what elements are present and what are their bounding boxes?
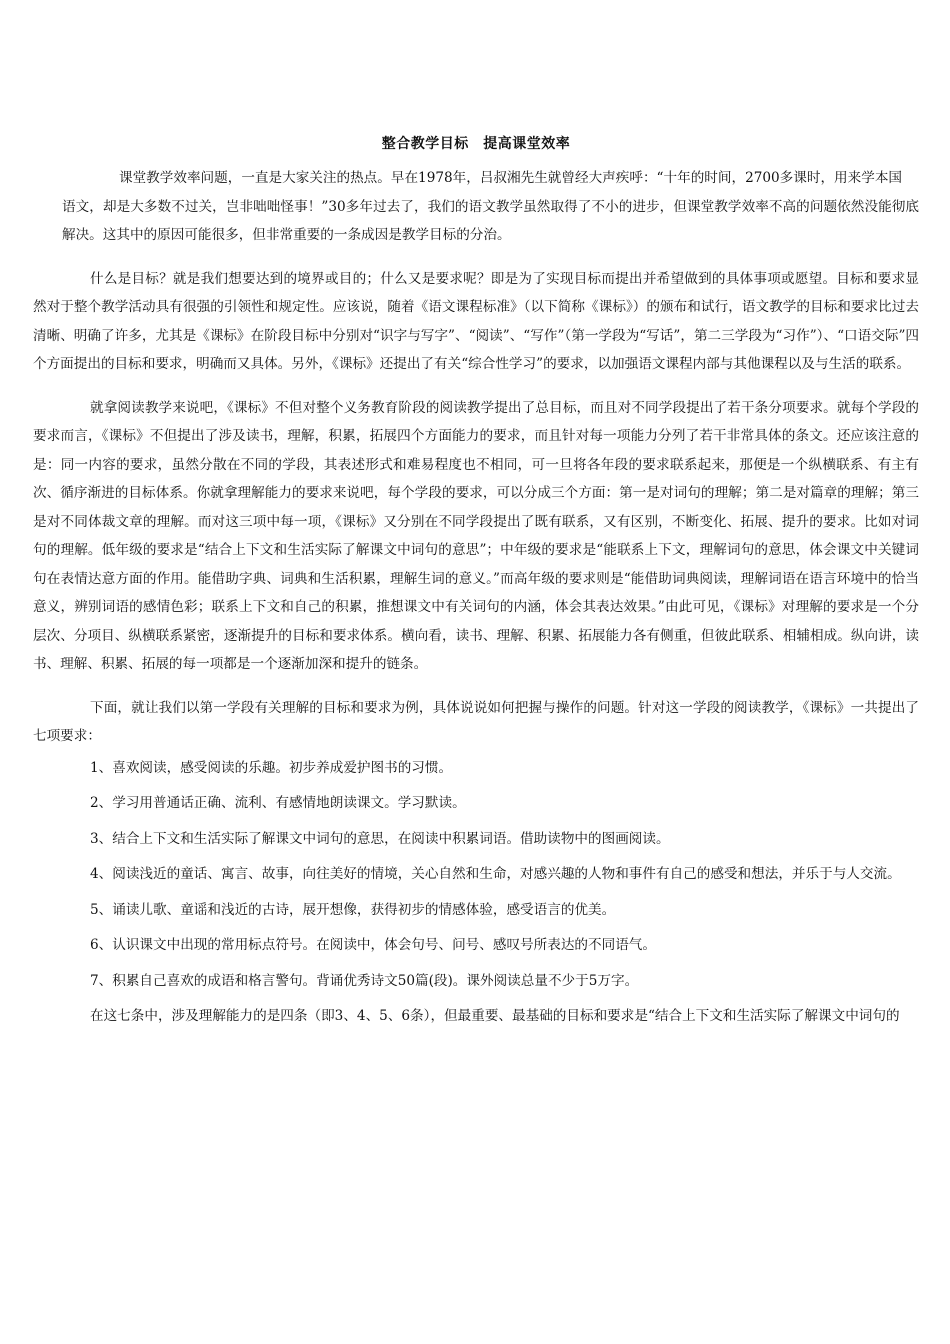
list-item: 4、阅读浅近的童话、寓言、故事，向往美好的情境，关心自然和生命，对感兴趣的人物和事件有自己的感受和想法，并乐于与人交流。	[90, 866, 901, 882]
paragraph-1-rest: 语文，却是大多数不过关，岂非咄咄怪事！”30多年过去了，我们的语文教学虽然取得了不小的进步，但课堂教学效率不高的问题依然没能彻底解决。这其中的原因可能很多，但非常重要的一条成因是教学目标的分治。	[62, 198, 919, 243]
paragraph-gap	[33, 379, 919, 394]
list-item: 5、诵读儿歌、童谣和浅近的古诗，展开想像，获得初步的情感体验，感受语言的优美。	[90, 901, 616, 918]
document-title: 整合教学目标 提高课堂效率	[381, 136, 571, 152]
paragraph-gap	[33, 250, 919, 265]
list-item: 7、积累自己喜欢的成语和格言警句。背诵优秀诗文50篇(段)。课外阅读总量不少于5万字。	[90, 972, 639, 989]
paragraph-4: 下面，就让我们以第一学段有关理解的目标和要求为例，具体说说如何把握与操作的问题。针对这一学段的阅读教学，《课标》一共提出了七项要求：	[33, 699, 919, 744]
list-item: 1、喜欢阅读，感受阅读的乐趣。初步养成爱护图书的习惯。	[90, 759, 453, 776]
paragraph-2: 什么是目标？就是我们想要达到的境界或目的；什么又是要求呢？即是为了实现目标而提出并希望做到的具体事项或愿望。目标和要求显然对于整个教学活动具有很强的引领性和规定性。应该说，随着《语文课程标准》（以下简称《课标》）的颁布和试行，语文教学的目标和要求比过去清晰、明确了许多，尤其是《课标》在阶段目标中分别对“识字与写字”、“阅读”、“写作”（第一学段为“写话”，第二三学段为“习作”）、“口语交际”四个方面提出的目标和要求，明确而又具体。另外，《课标》还提出了有关“综合性学习”的要求，以加强语文课程内部与其他课程以及与生活的联系。	[33, 270, 919, 372]
document-page	[33, 134, 919, 1035]
paragraph-1	[33, 164, 919, 250]
paragraph-3: 就拿阅读教学来说吧，《课标》不但对整个义务教育阶段的阅读教学提出了总目标，而且对不同学段提出了若干条分项要求。就每个学段的要求而言，《课标》不但提出了涉及读书，理解，积累，拓展四个方面能力的要求，而且针对每一项能力分列了若干非常具体的条文。还应该注意的是：同一内容的要求，虽然分散在不同的学段，其表述形式和难易程度也不相同，可一旦将各年段的要求联系起来，那便是一个纵横联系、有主有次、循序渐进的目标体系。你就拿理解能力的要求来说吧，每个学段的要求，可以分成三个方面：第一是对词句的理解；第二是对篇章的理解；第三是对不同体裁文章的理解。而对这三项中每一项，《课标》又分别在不同学段提出了既有联系，又有区别，不断变化、拓展、提升的要求。比如对词句的理解。低年级的要求是“结合上下文和生活实际了解课文中词句的意思”；中年级的要求是“能联系上下文，理解词句的意思，体会课文中关键词句在表情达意方面的作用。能借助字典、词典和生活积累，理解生词的意义。”而高年级的要求则是“能借助词典阅读，理解词语在语言环境中的恰当意义，辨别词语的感情色彩；联系上下文和自己的积累，推想课文中有关词句的内涵，体会其表达效果。”由此可见，《课标》对理解的要求是一个分层次、分项目、纵横联系紧密，逐渐提升的目标和要求体系。横向看，读书、理解、积累、拓展能力各有侧重，但彼此联系、相辅相成。纵向讲，读书、理解、积累、拓展的每一项都是一个逐渐加深和提升的链条。	[33, 399, 919, 672]
paragraph-1-line-1: 课堂教学效率问题，一直是大家关注的热点。早在1978年，吕叔湘先生就曾经大声疾呼：“十年的时间，2700多课时，用来学本国	[119, 170, 903, 186]
paragraph-5: 在这七条中，涉及理解能力的是四条（即3、4、5、6条），但最重要、最基础的目标和要求是“结合上下文和生活实际了解课文中词句的	[90, 1008, 900, 1024]
paragraph-gap	[33, 679, 919, 694]
list-item: 6、认识课文中出现的常用标点符号。在阅读中，体会句号、问号、感叹号所表达的不同语气。	[90, 937, 656, 953]
list-item: 3、结合上下文和生活实际了解课文中词句的意思，在阅读中积累词语。借助读物中的图画阅读。	[90, 830, 670, 847]
list-item: 2、学习用普通话正确、流利、有感情地朗读课文。学习默读。	[90, 795, 466, 811]
requirements-list	[33, 751, 919, 1035]
